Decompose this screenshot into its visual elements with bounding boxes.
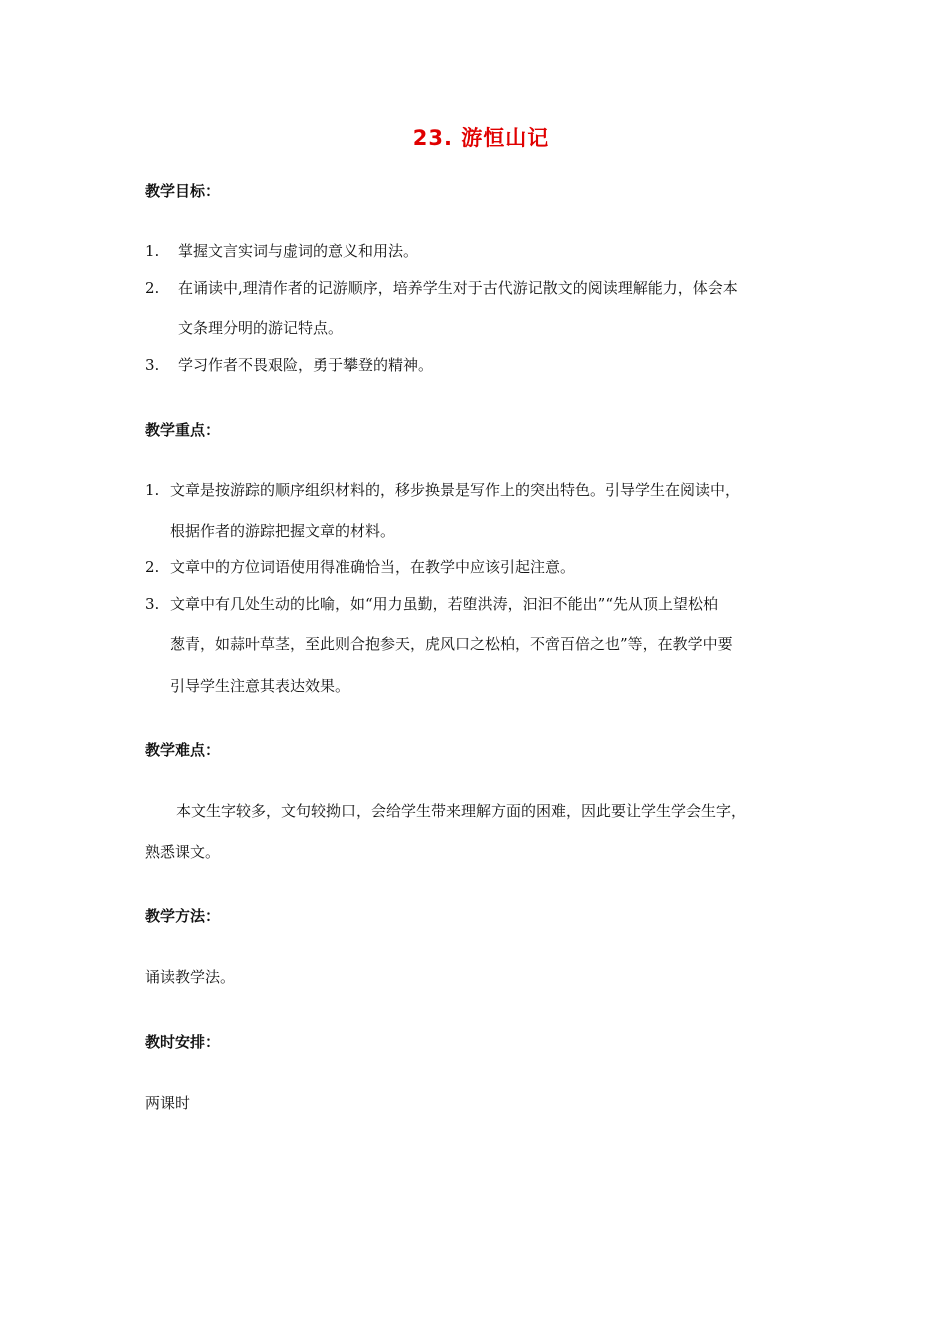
schedule-text: 两课时 — [145, 1094, 191, 1112]
goal-item-1-number: 1. — [145, 242, 160, 260]
heading-method: 教学方法： — [145, 907, 221, 925]
goal-item-2-text-line1: 在诵读中,理清作者的记游顺序，培养学生对于古代游记散文的阅读理解能力，体会本 — [178, 279, 738, 297]
key-item-3-text-line3: 引导学生注意其表达效果。 — [170, 677, 351, 695]
heading-key-points: 教学重点： — [145, 421, 221, 439]
goal-item-1-text: 掌握文言实词与虚词的意义和用法。 — [178, 242, 419, 260]
heading-goals: 教学目标： — [145, 182, 221, 200]
goal-item-2 — [145, 278, 738, 298]
heading-difficulties: 教学难点： — [145, 741, 221, 759]
goal-item-2-text-line2: 文条理分明的游记特点。 — [178, 319, 344, 337]
difficulties-text-line2: 熟悉课文。 — [145, 843, 221, 861]
goal-item-3 — [145, 355, 433, 375]
key-item-3 — [145, 594, 718, 614]
key-item-1 — [145, 480, 740, 500]
key-item-2 — [145, 557, 575, 577]
key-item-3-text-line2: 葱青，如蒜叶草茎，至此则合抱参天，虎风口之松柏，不啻百倍之也”等，在教学中要 — [170, 635, 733, 653]
key-item-1-text-line2: 根据作者的游踪把握文章的材料。 — [170, 522, 396, 540]
goal-item-3-text: 学习作者不畏艰险，勇于攀登的精神。 — [178, 356, 434, 374]
goal-item-2-number: 2. — [145, 279, 160, 297]
key-item-3-number: 3. — [145, 595, 160, 613]
key-item-1-text-line1: 文章是按游踪的顺序组织材料的，移步换景是写作上的突出特色。引导学生在阅读中， — [170, 481, 741, 499]
key-item-3-text-line1: 文章中有几处生动的比喻，如“用力虽勤，若堕洪涛，汩汩不能出”“先从顶上望松柏 — [170, 595, 719, 613]
goal-item-1 — [145, 241, 418, 261]
page-title: 23. 游恒山记 — [412, 126, 550, 150]
key-item-2-number: 2. — [145, 558, 160, 576]
goal-item-3-number: 3. — [145, 356, 160, 374]
difficulties-text-line1: 本文生字较多，文句较拗口，会给学生带来理解方面的困难，因此要让学生学会生字， — [176, 802, 747, 820]
heading-schedule: 教时安排： — [145, 1033, 221, 1051]
method-text: 诵读教学法。 — [145, 968, 236, 986]
key-item-1-number: 1. — [145, 481, 160, 499]
key-item-2-text: 文章中的方位词语使用得准确恰当，在教学中应该引起注意。 — [170, 558, 576, 576]
